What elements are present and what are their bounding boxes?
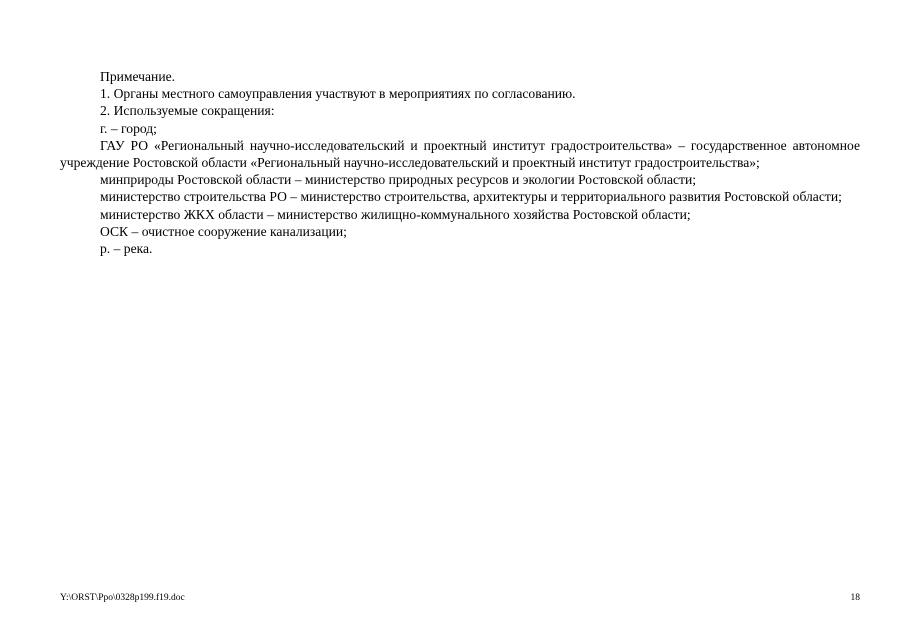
note-item-1: 1. Органы местного самоуправления участвуют в мероприятиях по согласованию. [100,86,576,102]
abbreviation-city: г. – город; [100,120,157,136]
abbreviation-ministry-construction: министерство строительства РО – министерство строительства, архитектуры и территориального развития Ростовской области; [100,189,842,205]
abbreviation-osk: ОСК – очистное сооружение канализации; [100,223,347,239]
abbreviation-gau-ro: ГАУ РО «Региональный научно-исследовательский и проектный институт градостроительства» – государственное автономное учреждение Ростовской области «Региональный научно-исследовательский и проектный институт градостроительства»; [60,137,860,171]
footer-page-number: 18 [850,593,860,603]
note-heading: Примечание. [100,69,176,84]
note-item-2: 2. Используемые сокращения: [100,103,275,119]
abbreviation-minprirody: минприроды Ростовской области – министерство природных ресурсов и экологии Ростовской области; [100,172,697,188]
abbreviation-river: р. – река. [100,241,153,257]
footer-file-path: Y:\ORST\Ppo\0328p199.f19.doc [60,593,185,603]
abbreviation-ministry-housing: министерство ЖКХ области – министерство жилищно-коммунального хозяйства Ростовской области; [100,206,691,222]
note-section [60,68,860,257]
